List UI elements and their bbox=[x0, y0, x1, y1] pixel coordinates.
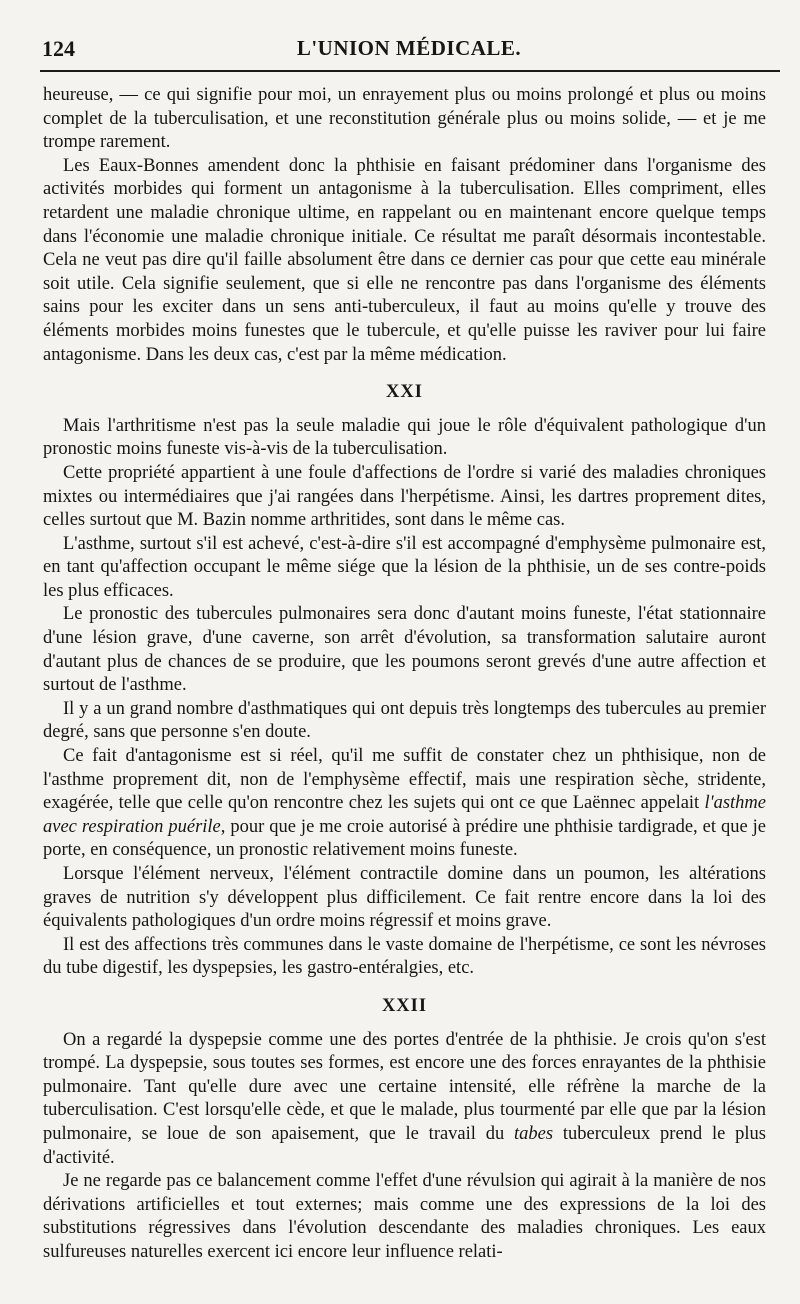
paragraph-12: Je ne regarde pas ce balancement comme l'effet d'une révulsion qui agirait à la manière de nos dérivations artificielles et tout externes; mais comme une des expressions de la loi des substitutions régressives dans l'évolution descendante des maladies chroniques. Les eaux sulfureuses naturelles exercent ici encore leur influence relati- bbox=[43, 1171, 766, 1262]
running-title: L'UNION MÉDICALE. bbox=[296, 36, 522, 60]
paragraph-6: Le pronostic des tubercules pulmonaires sera donc d'autant moins funeste, l'état stationnaire d'une lésion grave, d'une caverne, son arrêt d'évolution, sa transformation salutaire auront d'autant plus de chances de se produire, que les poumons seront grevés d'une autre affection et surtout de l'asthme. bbox=[43, 604, 766, 696]
paragraph-3: Mais l'arthritisme n'est pas la seule maladie qui joue le rôle d'équivalent pathologique d'un pronostic moins funeste vis-à-vis de la tuberculisation. bbox=[43, 415, 766, 460]
paragraph-8-italic: l'asthme avec respiration puérile bbox=[43, 793, 766, 837]
section-heading-xxi: XXI bbox=[386, 382, 423, 403]
paragraph-8 bbox=[43, 745, 766, 863]
paragraph-8-text-a: Ce fait d'antagonisme est si réel, qu'il me suffit de constater chez un phthisique, non de l'asthme proprement dit, non de l'emphysème effectif, mais une respiration sèche, stridente, exagérée, telle que celle qu'on rencontre chez les sujets qui ont ce que Laënnec appelait bbox=[43, 746, 766, 814]
paragraph-11-text-a: On a regardé la dyspepsie comme une des portes d'entrée de la phthisie. Je crois qu'on s'est trompé. La dyspepsie, sous toutes ses formes, est encore une des forces enrayantes de la phthisie pulmonaire. Tant qu'elle dure avec une certaine intensité, elle réfrène la marche de la tuberculisation. C'est lorsqu'elle cède, et que le malade, plus tourmenté par elle que par la lésion pulmonaire, se loue de son apaisement, que le travail du bbox=[43, 1029, 766, 1144]
page-number: 124 bbox=[42, 36, 75, 61]
paragraph-11-text-b: tuberculeux prend le plus d'activité. bbox=[43, 1123, 766, 1168]
paragraph-11-italic: tabes bbox=[514, 1123, 554, 1144]
header-rule bbox=[40, 70, 780, 72]
page-header bbox=[38, 36, 780, 66]
paragraph-11 bbox=[43, 1029, 766, 1171]
paragraph-7: Il y a un grand nombre d'asthmatiques qui ont depuis très longtemps des tubercules au premier degré, sans que personne s'en doute. bbox=[43, 698, 766, 743]
body-text bbox=[43, 84, 766, 1265]
paragraph-4: Cette propriété appartient à une foule d'affections de l'ordre si varié des maladies chroniques mixtes ou intermédiaires que j'ai rangées dans l'herpétisme. Ainsi, les dartres proprement dites, celles surtout que M. Bazin nomme arthritides, sont dans le même cas. bbox=[43, 462, 766, 531]
paragraph-10: Il est des affections très communes dans le vaste domaine de l'herpétisme, ce sont les névroses du tube digestif, les dyspepsies, les gastro-entéralgies, etc. bbox=[43, 934, 766, 979]
paragraph-9: Lorsque l'élément nerveux, l'élément contractile domine dans un poumon, les altérations graves de nutrition s'y développent plus difficilement. Ce fait rentre encore dans la loi des équivalents pathologiques d'un ordre moins régressif et moins grave. bbox=[43, 864, 766, 932]
section-heading-xxii: XXII bbox=[381, 995, 428, 1016]
paragraph-8-text-b: , pour que je me croie autorisé à prédire une phthisie tardigrade, et que je porte, en conséquence, un pronostic relativement moins funeste. bbox=[43, 816, 767, 861]
paragraph-2: Les Eaux-Bonnes amendent donc la phthisie en faisant prédominer dans l'organisme des activités morbides qui forment un antagonisme à la tuberculisation. Elles compriment, elles retardent une maladie chronique ultime, en rappelant ou en maintenant encore quelque temps dans l'économie une maladie chronique initiale. Ce résultat me paraît désormais incontestable. Cela ne veut pas dire qu'il faille absolument être dans ce dernier cas pour que cette eau minérale soit utile. Cela signifie seulement, que si elle ne rencontre pas dans l'organisme des éléments sains pour les exciter dans un sens anti-tuberculeux, il faut au moins qu'elle y trouve des éléments morbides moins funestes que le tubercule, et qu'elle puisse les raviver pour lui faire antagonisme. Dans les deux cas, c'est par la même médication. bbox=[43, 155, 766, 365]
paragraph-5: L'asthme, surtout s'il est achevé, c'est-à-dire s'il est accompagné d'emphysème pulmonaire est, en tant qu'affection occupant le même siége que la lésion de la phthisie, un de ses contre-poids les plus efficaces. bbox=[43, 533, 766, 601]
paragraph-1: heureuse, — ce qui signifie pour moi, un enrayement plus ou moins prolongé et plus ou moins complet de la tuberculisation, et une reconstitution générale plus ou moins solide, — et je me trompe rarement. bbox=[43, 85, 766, 153]
